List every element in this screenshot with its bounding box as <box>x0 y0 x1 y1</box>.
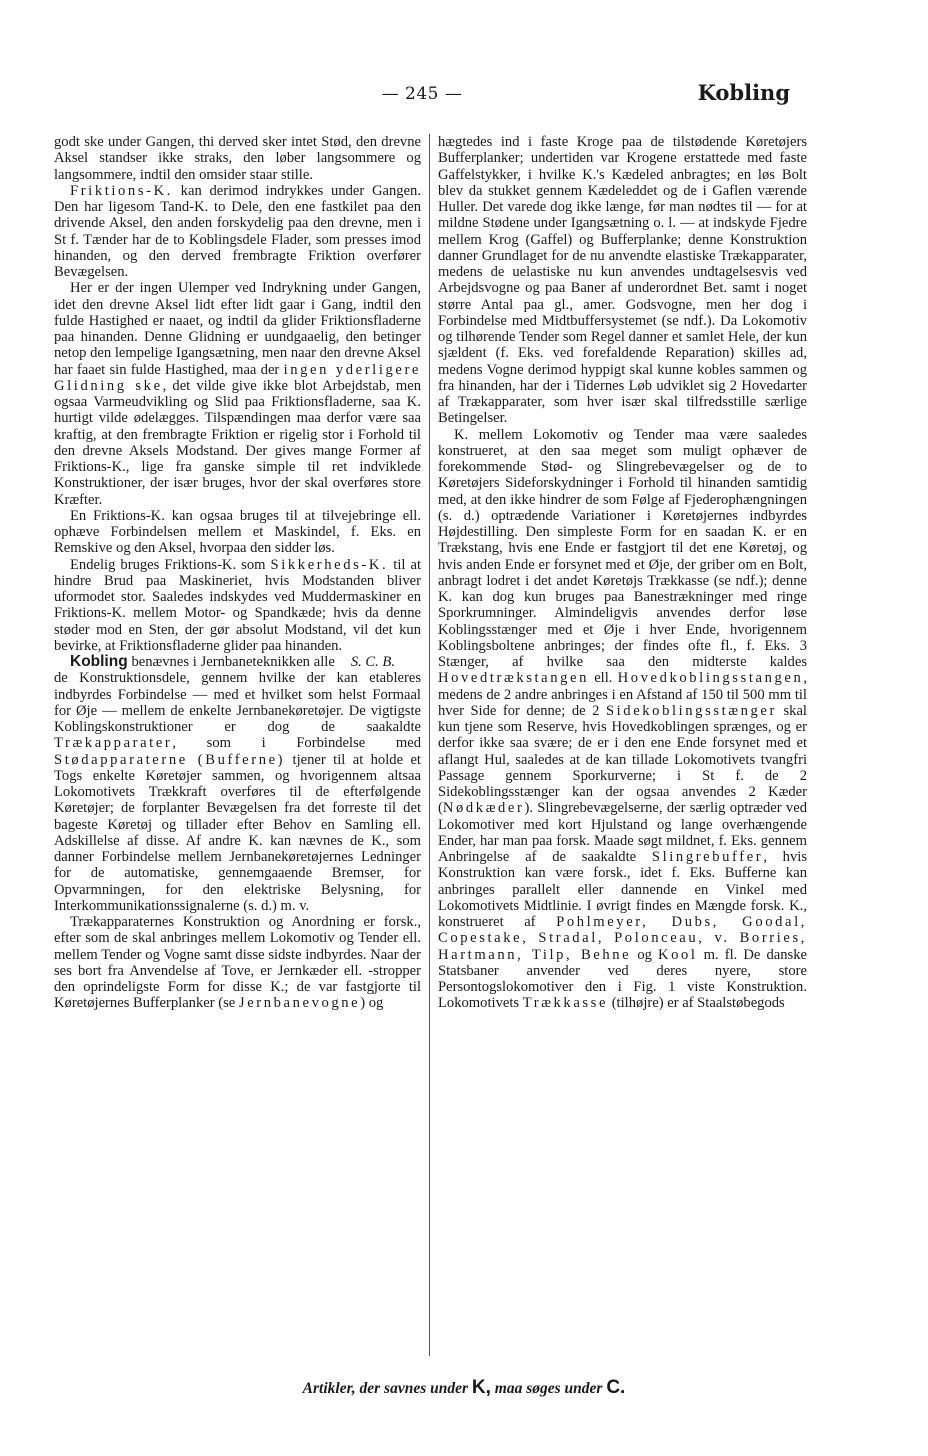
spaced-term: Trækkasse <box>522 995 609 1012</box>
entry-kobling: Kobling benævnes i Jernbaneteknikken alle de Konstruktionsdele, gennem hvilke der kan etableres indbyrdes Forbindelse — med et hvilket som helst Formaal for Øje — mellem de enkelte Jernbanekøretøjer. De vigtigste Koblingskonstruktioner er dog de saakaldte Trækapparater, som i Forbindelse med Stødapparaterne (Bufferne) tjener til at holde et Togs enkelte Køretøjer sammen, og hvorigennem altsaa Lokomotivets Trækkraft overføres til de efterfølgende Køretøjer; de forplanter Bevægelsen fra det forreste til det bageste Køretøj og tillader efter Behov en Samling ell. Adskillelse af disse. Af andre K. kan nævnes de K., som danner Forbindelse mellem Jernbanekøretøjernes Ledninger for de automatiske, gennemgaaende Bremser, for Opvarmningen, for den elektriske Belysning, for Interkommunikationssignalerne (s. d.) m. v. <box>54 653 421 914</box>
footer-note: Artikler, der savnes under K, maa søges under C. <box>302 1377 626 1398</box>
running-head: Kobling <box>697 80 790 105</box>
spaced-term: ingen yderligere Glidning ske <box>54 361 421 394</box>
left-column <box>54 134 421 1356</box>
paragraph: K. mellem Lokomotiv og Tender maa være saaledes konstrueret, at den saa meget som muligt ophæver de forekommende Stød- og Slingrebevægelser og de to Køretøjers Sideforskydninger i Forhold til hinanden samtidig med, at den ikke hindrer de som Følge af Fjederophængningen (s. d.) optrædende Variationer i Køretøjernes indbyrdes Højdestilling. Den simpleste Form for en saadan K. er en Trækstang, hvis ene Ende er fastgjort til det ene Køretøj, og hvis anden Ende er forsynet med et Øje, der griber om en Bolt, anbragt lodret i det andet Køretøjs Trækkasse (se ndf.); denne K. kan dog kun bruges paa Banestrækninger med ringe Sporkrumninger. Almindeligvis anvendes derfor løse Koblingsstænger med et Øje i hver Ende, hvorigennem Koblingsboltene anbringes; der findes ofte fl., f. Eks. 3 Stænger, af hvilke saa den midterste kaldes Hovedtrækstangen ell. Hovedkoblingsstangen, medens de 2 andre anbringes i en Afstand af 150 til 500 mm til hver Side for denne; de 2 Sidekoblingsstænger skal kun tjene som Reserve, hvis Hovedkoblingen sprænges, og er derfor ikke saa svære; de er i den ene Ende forsynet med et aflangt Hul, saaledes at de kan tillade Lokomotivets tvangfri Passage gennem Sporkurverne; i St f. de 2 Sidekoblingsstænger kan der ogsaa anvendes 2 Kæder (Nødkæder). Slingrebevægelserne, der særlig optræder ved Lokomotiver med kort Hjulstand og lange overhængende Ender, har man paa forsk. Maade søgt mildnet, f. Eks. gennem Anbringelse af de saakaldte Slingrebuffer, hvis Konstruktion kan være forsk., idet f. Eks. Bufferne kan anbringes parallelt eller dannende en Vinkel med Lokomotivets Midtlinie. I øvrigt findes en Mængde forsk. K., konstrueret af Pohlmeyer, Dubs, Goodal, Copestake, Stradal, Polonceau, v. Borries, Hartmann, Tilp, Behne og Kool m. fl. De danske Statsbaner anvender ved deres nyere, store Persontogslokomotiver den i Fig. 1 viste Konstruktion. Lokomotivets Trækkasse (tilhøjre) er af Staalstøbegods <box>438 426 807 1012</box>
paragraph: hægtedes ind i faste Kroge paa de tilstødende Køretøjers Bufferplanker; undertiden var Krogene erstattede med faste Gaffelstykker, i hvilke K.'s Kædeled anbragtes; en løs Bolt blev da stukket gennem Kædeleddet og de i Gaflen værende Huller. Det varede dog ikke længe, før man nødtes til — for at mildne Stødene under Igangsætning o. l. — at indskyde Fjedre mellem Krog (Gaffel) og Bufferplanke; denne Konstruktion danner Grundlaget for de nu anvendte elastiske Trækapparater, medens de uelastiske nu kun anvendes undtagelsesvis ved Arbejdsvogne og paa Baner af underordnet Bet. samt i noget større Antal paa gl., amer. Godsvogne, men her dog i Forbindelse med Midtbuffersystemet (se ndf.). Da Lokomotiv og tilhørende Tender som Regel danner et samlet Hele, der kun sjældent (f. Eks. ved forefaldende Reparation) skilles ad, medens Vogne derimod hyppigt skal kunne kobles sammen og fra hinanden, har der i Tidernes Løb udviklet sig 2 Hovedarter af Trækapparater, som hver især skal tilfredsstille særlige Betingelser. <box>438 134 807 427</box>
spaced-term: Hovedtrækstangen <box>438 670 590 687</box>
paragraph: Friktions-K. kan derimod indrykkes under Gangen. Den har ligesom Tand-K. to Dele, den ene fastkilet paa den drivende Aksel, den anden forskydelig paa den drevne, men i St f. Tænder har de to Koblingsdele Flader, som presses imod hinanden, og den derved frembragte Friktion overfører Bevægelsen. <box>54 182 421 280</box>
spaced-term: Hovedkoblingsstangen <box>617 670 804 687</box>
column-rule <box>429 134 430 1356</box>
paragraph: godt ske under Gangen, thi derved sker intet Stød, den drevne Aksel standser ikke straks, den løber langsommere og langsommere, indtil den omsider staar stille. <box>54 134 421 183</box>
paragraph: Her er der ingen Ulemper ved Indrykning under Gangen, idet den drevne Aksel lidt efter lidt gaar i Gang, indtil den fulde Hastighed er naaet, og indtil da glider Friktionsfladerne paa hinanden. Denne Glidning er uundgaaelig, den betinger netop den lempelige Igangsætning, men naar den drevne Aksel har faaet sin fulde Hastighed, maa der ingen yderligere Glidning ske, det vilde give ikke blot Arbejdstab, men ogsaa Varmeudvikling og Slid paa Friktionsfladerne, saa K. hurtigt vilde ødelægges. Tilspændingen maa derfor være saa kraftig, at den frembragte Friktion er rigelig stor i Forhold til den drevne Aksels Modstand. Der gives mange Former af Friktions-K., lige fra ganske simple til ret indviklede Konstruktioner, der især bruges, hvor der skal overføres store Kræfter. <box>54 280 421 508</box>
spaced-term: Kool <box>657 946 698 963</box>
paragraph: Endelig bruges Friktions-K. som Sikkerheds-K. til at hindre Brud paa Maskineriet, hvis Modstanden bliver uformodet stor. Saaledes indskydes ved Muddermaskiner en Friktions-K. mellem Motor- og Spandkæde; hvis da denne støder mod en Sten, der gør absolut Modstand, vil det kun bevirke, at Friktionsfladerne glider paa hinanden. S. C. B. <box>54 556 421 670</box>
entry-keyword: Kobling <box>70 653 128 670</box>
page-number: — 245 — <box>381 84 463 104</box>
spaced-term: Trækapparater <box>54 735 173 752</box>
spaced-term: Stødapparaterne (Bufferne) <box>54 751 286 768</box>
letter-c: C. <box>606 1377 626 1398</box>
spaced-term: Pohlmeyer, Dubs, Goodal, Copestake, Stradal, Polonceau, v. Borries, Hartmann, Tilp, Behne <box>438 914 807 963</box>
spaced-term: Sidekoblingsstænger <box>605 702 777 719</box>
paragraph: En Friktions-K. kan ogsaa bruges til at tilvejebringe ell. ophæve Forbindelsen mellem et Maskindel, f. Eks. en Remskive og den Aksel, hvorpaa den sidder løs. <box>54 507 421 557</box>
letter-k: K, <box>471 1377 491 1398</box>
author-signature: S. C. B. <box>350 654 395 670</box>
page-header <box>54 80 790 116</box>
spaced-term: Nødkæder <box>442 800 525 817</box>
spaced-term: Slingrebuffer <box>651 849 764 865</box>
right-column <box>438 134 807 1356</box>
spaced-term: Sikkerheds-K. <box>270 556 389 573</box>
spaced-term: Jernbanevogne <box>238 995 361 1012</box>
spaced-term: Friktions-K. <box>70 182 173 199</box>
paragraph: Trækapparaternes Konstruktion og Anordning er forsk., efter som de skal anbringes mellem Lokomotiv og Tender ell. mellem Tender og Vogne samt disse sidste indbyrdes. Naar der ses bort fra Anvendelse af Tove, er Jernkæder ell. -stropper den oprindeligste Form for disse K.; de var fastgjorte til Køretøjernes Bufferplanker (se Jernbanevogne) og <box>54 914 421 1012</box>
